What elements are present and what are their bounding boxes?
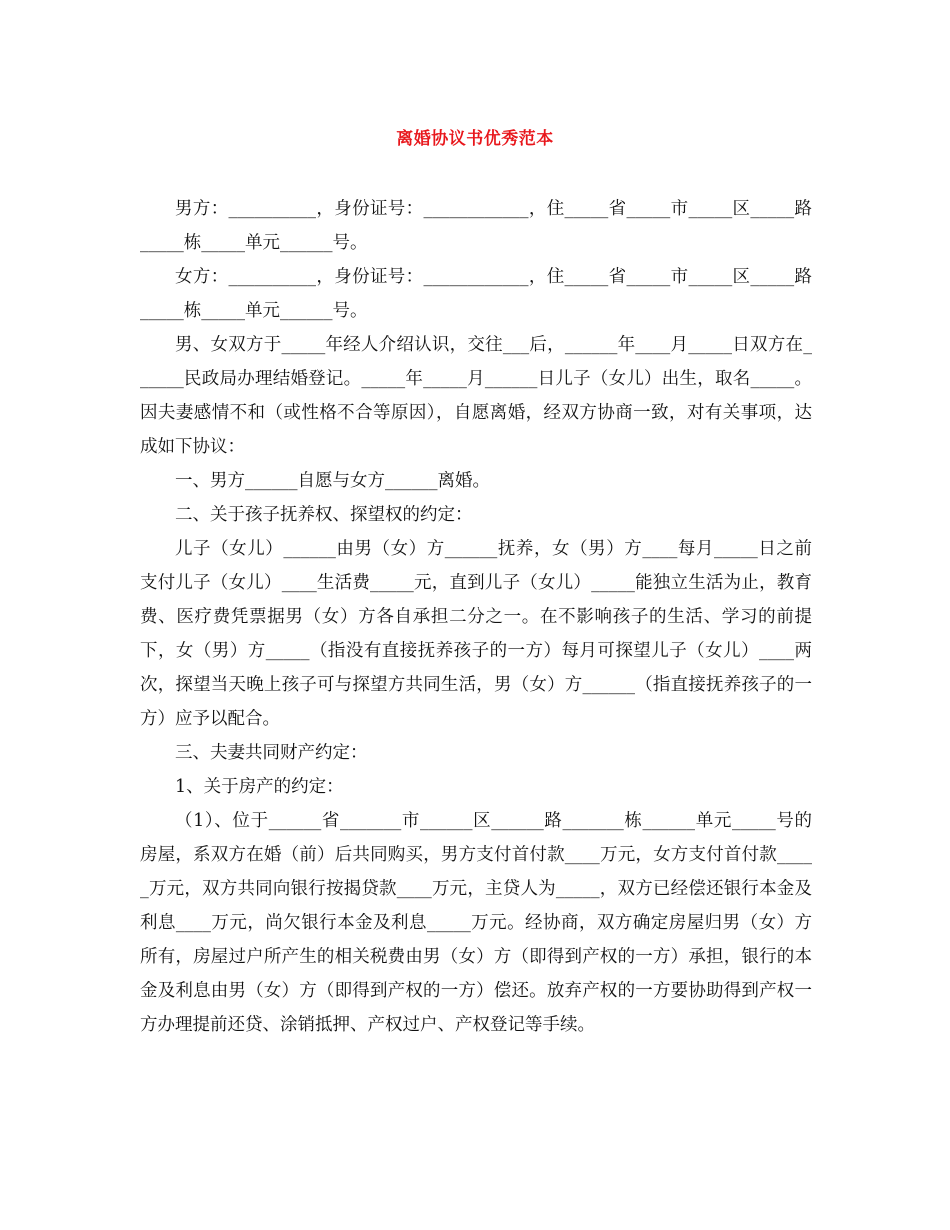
paragraph-marriage-background: 男、女双方于_____年经人介绍认识，交往___后，______年____月_____日双方在______民政局办理结婚登记。_____年_____月______日儿子（女儿）出生，取名_____。因夫妻感情不和（或性格不合等原因），自愿离婚，经双方协商一致，对有关事项，达成如下协议： bbox=[140, 335, 812, 457]
document-title: 离婚协议书优秀范本 bbox=[396, 129, 554, 149]
paragraph-female-party: 女方：__________，身份证号：____________，住_____省_____市_____区_____路_____栋_____单元______号。 bbox=[140, 267, 812, 321]
paragraph-clause-2-heading: 二、关于孩子抚养权、探望权的约定： bbox=[175, 505, 473, 525]
paragraph-property-terms: （1）、位于______省_______市______区______路_______栋______单元_____号的房屋，系双方在婚（前）后共同购买，男方支付首付款____万元，女方支付首付款_____万元，双方共同向银行按揭贷款____万元，主贷人为_____，双方已经偿还银行本金及利息____万元，尚欠银行本金及利息_____万元。经协商，双方确定房屋归男（女）方所有，房屋过户所产生的相关税费由男（女）方（即得到产权的一方）承担，银行的本金及利息由男（女）方（即得到产权的一方）偿还。放弃产权的一方要协助得到产权一方办理提前还贷、涂销抵押、产权过户、产权登记等手续。 bbox=[140, 811, 812, 1035]
paragraph-clause-3-heading: 三、夫妻共同财产约定： bbox=[175, 743, 368, 763]
paragraph-custody-terms: 儿子（女儿）______由男（女）方______抚养，女（男）方____每月_____日之前支付儿子（女儿）____生活费_____元，直到儿子（女儿）_____能独立生活为止，教育费、医疗费凭票据男（女）方各自承担二分之一。在不影响孩子的生活、学习的前提下，女（男）方_____（指没有直接抚养孩子的一方）每月可探望儿子（女儿）____两次，探望当天晚上孩子可与探望方共同生活，男（女）方______（指直接抚养孩子的一方）应予以配合。 bbox=[140, 539, 812, 729]
paragraph-property-heading: 1、关于房产的约定： bbox=[175, 777, 344, 797]
document-body bbox=[140, 192, 812, 1042]
paragraph-male-party: 男方：__________，身份证号：____________，住_____省_____市_____区_____路_____栋_____单元______号。 bbox=[140, 199, 812, 253]
paragraph-clause-1: 一、男方______自愿与女方______离婚。 bbox=[175, 471, 490, 491]
